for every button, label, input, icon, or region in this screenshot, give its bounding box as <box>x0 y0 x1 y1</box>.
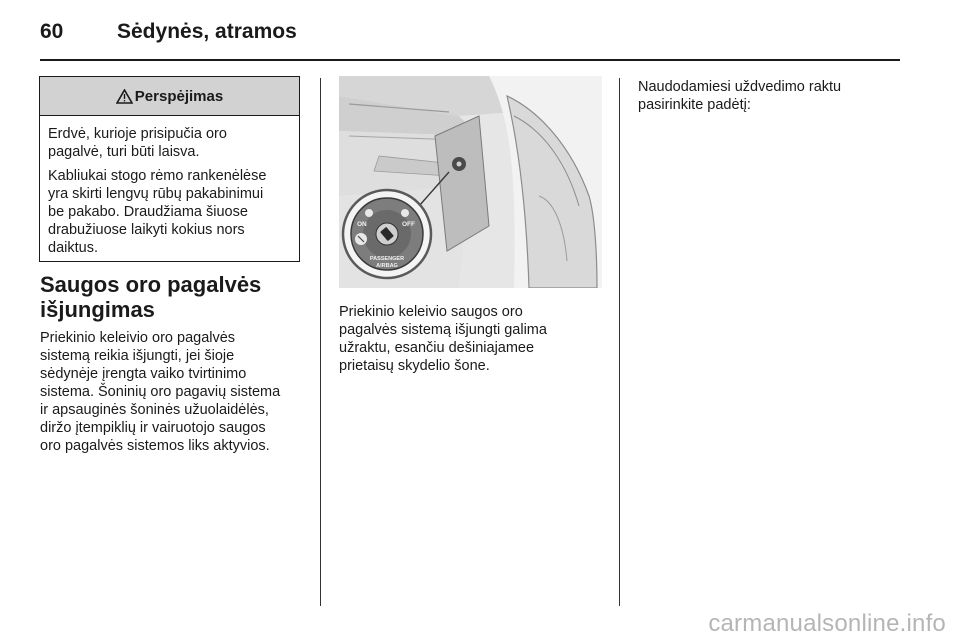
switch-label-passenger: PASSENGER <box>369 256 405 262</box>
warning-header <box>40 77 299 116</box>
airbag-switch-figure <box>339 76 602 288</box>
watermark: carmanualsonline.info <box>708 610 946 637</box>
warning-body <box>40 116 299 257</box>
warning-label: Perspėjimas <box>134 87 224 105</box>
warning-triangle-icon <box>116 89 133 104</box>
column-divider-2 <box>619 78 620 606</box>
warning-box <box>39 76 300 262</box>
section-body: Priekinio keleivio oro pagalvės sistemą reikia išjungti, jei šioje sėdynėje įrengta vaiko tvirtinimo sistema. Šoninių oro pagavių sistema ir apsauginės šoninės užuolaidėlės, diržo įtempiklių ir vairuotojo saugos oro pagalvės sistemos liks aktyvios. <box>40 330 281 454</box>
switch-label-off: OFF <box>402 221 415 228</box>
section-heading: Saugos oro pagalvės išjungimas <box>40 272 262 322</box>
header-rule <box>40 59 900 61</box>
page-number: 60 <box>40 20 64 43</box>
right-column-text: Naudodamiesi uždvedimo raktu pasirinkite padėtį: <box>638 79 842 113</box>
warning-paragraph-2: Kabliukai stogo rėmo rankenėlėse yra skirti lengvų rūbų pakabinimui be pakabo. Draudžiama šiuose drabužiuose laikyti kokius nors daiktus. <box>48 168 267 256</box>
warning-paragraph-1: Erdvė, kurioje prisipučia oro pagalvė, turi būti laisva. <box>48 126 227 160</box>
dashboard-illustration <box>339 76 602 288</box>
page-title: Sėdynės, atramos <box>117 20 297 43</box>
switch-label-airbag: AIRBAG <box>376 263 398 269</box>
figure-caption: Priekinio keleivio saugos oro pagalvės sistemą išjungti galima užraktu, esančiu dešiniajamee prietaisų skydelio šone. <box>339 304 547 374</box>
switch-label-on: ON <box>357 221 367 228</box>
column-divider-1 <box>320 78 321 606</box>
